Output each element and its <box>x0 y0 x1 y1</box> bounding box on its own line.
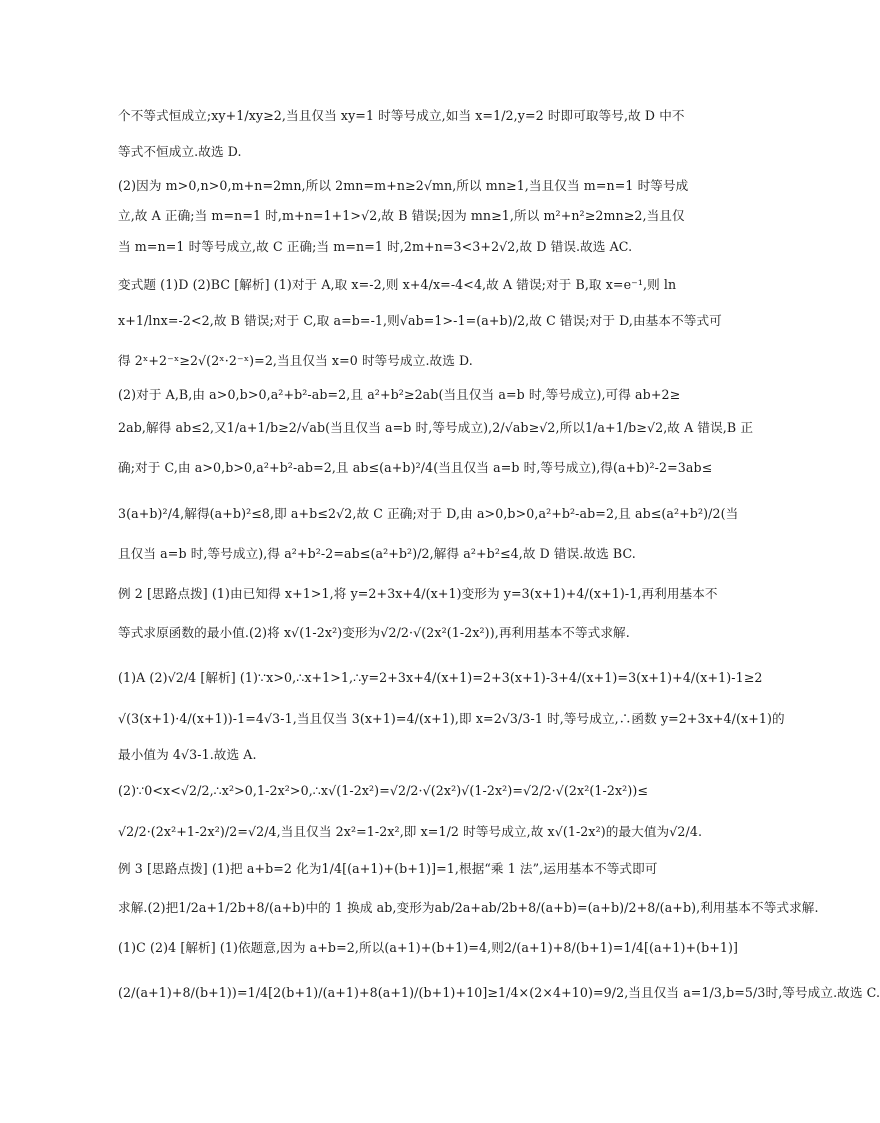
text-line: 且仅当 a=b 时,等号成立),得 a²+b²-2=ab≤(a²+b²)/2,解得 a²+b²≤4,故 D 错误.故选 BC. <box>118 546 636 561</box>
text-line: (1)C (2)4 [解析] (1)依题意,因为 a+b=2,所以(a+1)+(b+1)=4,则2/(a+1)+8/(b+1)=1/4[(a+1)+(b+1)] <box>118 940 739 955</box>
text-line: (2)∵0<x<√2/2,∴x²>0,1-2x²>0,∴x√(1-2x²)=√2/2·√(2x²)√(1-2x²)=√2/2·√(2x²(1-2x²))≤ <box>118 783 649 798</box>
text-line: 等式求原函数的最小值.(2)将 x√(1-2x²)变形为√2/2·√(2x²(1-2x²)),再利用基本不等式求解. <box>118 625 630 640</box>
text-line: (2)因为 m>0,n>0,m+n=2mn,所以 2mn=m+n≥2√mn,所以 mn≥1,当且仅当 m=n=1 时等号成 <box>118 178 689 193</box>
text-line: 求解.(2)把1/2a+1/2b+8/(a+b)中的 1 换成 ab,变形为ab/2a+ab/2b+8/(a+b)=(a+b)/2+8/(a+b),利用基本不等式求解. <box>118 900 819 915</box>
text-line: (2/(a+1)+8/(b+1))=1/4[2(b+1)/(a+1)+8(a+1)/(b+1)+10]≥1/4×(2×4+10)=9/2,当且仅当 a=1/3,b=5/3时,等号成立.故选 C. <box>118 985 880 1000</box>
text-line: (2)对于 A,B,由 a>0,b>0,a²+b²-ab=2,且 a²+b²≥2ab(当且仅当 a=b 时,等号成立),可得 ab+2≥ <box>118 387 681 402</box>
text-line: (1)A (2)√2/4 [解析] (1)∵x>0,∴x+1>1,∴y=2+3x+4/(x+1)=2+3(x+1)-3+4/(x+1)=3(x+1)+4/(x+1)-1≥2 <box>118 670 763 685</box>
text-line: 个不等式恒成立;xy+1/xy≥2,当且仅当 xy=1 时等号成立,如当 x=1/2,y=2 时即可取等号,故 D 中不 <box>118 108 685 123</box>
text-line: 变式题 (1)D (2)BC [解析] (1)对于 A,取 x=-2,则 x+4/x=-4<4,故 A 错误;对于 B,取 x=e⁻¹,则 ln <box>118 277 677 292</box>
text-line: 最小值为 4√3-1.故选 A. <box>118 747 257 762</box>
text-line: 得 2ˣ+2⁻ˣ≥2√(2ˣ·2⁻ˣ)=2,当且仅当 x=0 时等号成立.故选 D. <box>118 353 473 368</box>
text-line: 等式不恒成立.故选 D. <box>118 144 242 159</box>
text-line: 2ab,解得 ab≤2,又1/a+1/b≥2/√ab(当且仅当 a=b 时,等号成立),2/√ab≥√2,所以1/a+1/b≥√2,故 A 错误,B 正 <box>118 420 754 435</box>
text-line: 3(a+b)²/4,解得(a+b)²≤8,即 a+b≤2√2,故 C 正确;对于 D,由 a>0,b>0,a²+b²-ab=2,且 ab≤(a²+b²)/2(当 <box>118 506 739 521</box>
text-line: 确;对于 C,由 a>0,b>0,a²+b²-ab=2,且 ab≤(a+b)²/4(当且仅当 a=b 时,等号成立),得(a+b)²-2=3ab≤ <box>118 460 713 475</box>
text-line: x+1/lnx=-2<2,故 B 错误;对于 C,取 a=b=-1,则√ab=1>-1=(a+b)/2,故 C 错误;对于 D,由基本不等式可 <box>118 313 722 328</box>
text-line: √2/2·(2x²+1-2x²)/2=√2/4,当且仅当 2x²=1-2x²,即 x=1/2 时等号成立,故 x√(1-2x²)的最大值为√2/4. <box>118 824 703 839</box>
text-line: 立,故 A 正确;当 m=n=1 时,m+n=1+1>√2,故 B 错误;因为 mn≥1,所以 m²+n²≥2mn≥2,当且仅 <box>118 208 685 223</box>
text-line: √(3(x+1)·4/(x+1))-1=4√3-1,当且仅当 3(x+1)=4/(x+1),即 x=2√3/3-1 时,等号成立,∴函数 y=2+3x+4/(x+1)的 <box>118 711 785 726</box>
text-line: 例 3 [思路点拨] (1)把 a+b=2 化为1/4[(a+1)+(b+1)]=1,根据“乘 1 法”,运用基本不等式即可 <box>118 861 658 876</box>
text-line: 当 m=n=1 时等号成立,故 C 正确;当 m=n=1 时,2m+n=3<3+2√2,故 D 错误.故选 AC. <box>118 239 633 254</box>
text-line: 例 2 [思路点拨] (1)由已知得 x+1>1,将 y=2+3x+4/(x+1)变形为 y=3(x+1)+4/(x+1)-1,再利用基本不 <box>118 586 718 601</box>
